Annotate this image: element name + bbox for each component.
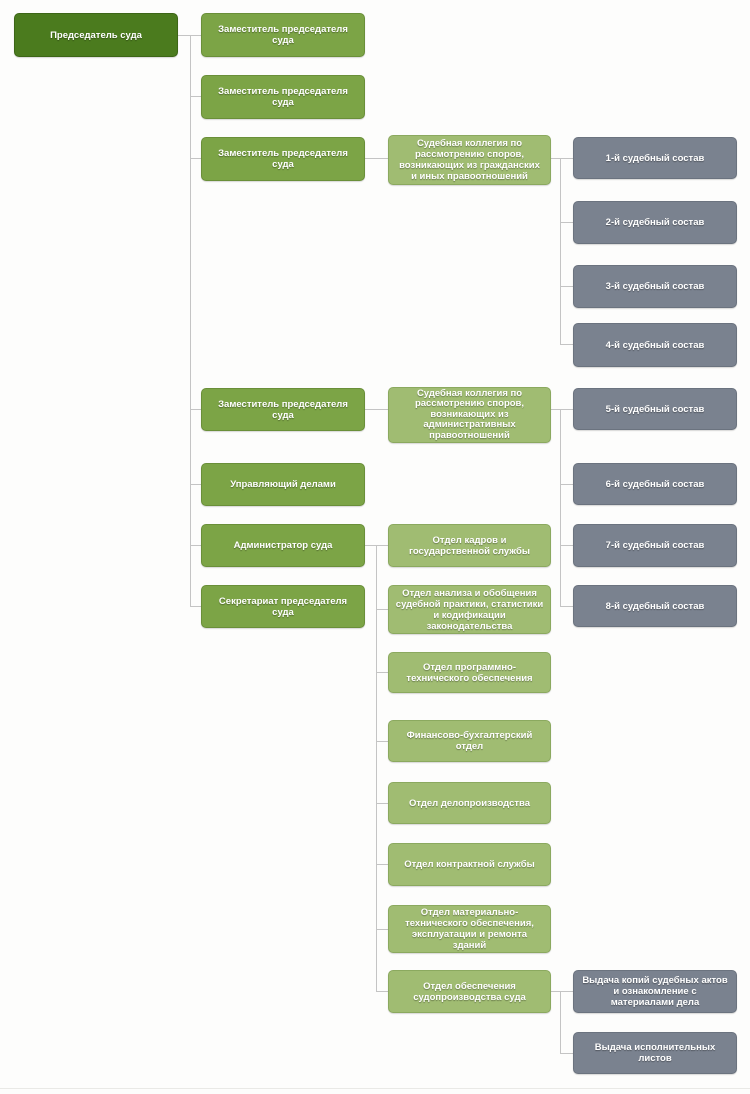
node-panel-7: 7-й судебный состав bbox=[573, 524, 737, 567]
connector-line bbox=[190, 158, 201, 159]
node-secretariat: Секретариат председателя суда bbox=[201, 585, 365, 628]
node-case-manager: Управляющий делами bbox=[201, 463, 365, 506]
node-panel-4: 4-й судебный состав bbox=[573, 323, 737, 367]
connector-line bbox=[376, 741, 388, 742]
connector-line bbox=[365, 158, 388, 159]
node-panel-6: 6-й судебный состав bbox=[573, 463, 737, 505]
connector-line bbox=[376, 929, 388, 930]
node-deputy-1: Заместитель председателя суда bbox=[201, 13, 365, 57]
node-deputy-4: Заместитель председателя суда bbox=[201, 388, 365, 431]
connector-line bbox=[560, 409, 561, 606]
connector-line bbox=[560, 344, 573, 345]
node-chairman: Председатель суда bbox=[14, 13, 178, 57]
connector-line bbox=[190, 484, 201, 485]
connector-line bbox=[560, 545, 573, 546]
node-dept-finance: Финансово-бухгалтерский отдел bbox=[388, 720, 551, 762]
connector-line bbox=[376, 803, 388, 804]
connector-line bbox=[190, 35, 191, 607]
connector-line bbox=[560, 286, 573, 287]
connector-line bbox=[551, 158, 573, 159]
connector-line bbox=[560, 222, 573, 223]
node-dept-records: Отдел делопроизводства bbox=[388, 782, 551, 824]
connector-line bbox=[560, 158, 561, 345]
connector-line bbox=[551, 409, 573, 410]
connector-line bbox=[376, 545, 377, 992]
connector-line bbox=[190, 96, 201, 97]
node-dept-contracts: Отдел контрактной службы bbox=[388, 843, 551, 886]
node-dept-hr: Отдел кадров и государственной службы bbox=[388, 524, 551, 567]
node-civil-collegium: Судебная коллегия по рассмотрению споров, возникающих из гражданских и иных правоотношений bbox=[388, 135, 551, 185]
node-dept-analysis: Отдел анализа и обобщения судебной практики, статистики и кодификации законодательства bbox=[388, 585, 551, 634]
connector-line bbox=[551, 991, 573, 992]
connector-line bbox=[560, 484, 573, 485]
connector-line bbox=[190, 606, 201, 607]
node-court-administrator: Администратор суда bbox=[201, 524, 365, 567]
node-panel-8: 8-й судебный состав bbox=[573, 585, 737, 627]
connector-line bbox=[560, 606, 573, 607]
node-service-copies: Выдача копий судебных актов и ознакомление с материалами дела bbox=[573, 970, 737, 1013]
node-panel-1: 1-й судебный состав bbox=[573, 137, 737, 179]
connector-line bbox=[190, 409, 201, 410]
node-dept-logistics: Отдел материально-технического обеспечения, эксплуатации и ремонта зданий bbox=[388, 905, 551, 953]
connector-line bbox=[190, 545, 201, 546]
node-panel-5: 5-й судебный состав bbox=[573, 388, 737, 430]
connector-line bbox=[376, 991, 388, 992]
node-dept-proceedings: Отдел обеспечения судопроизводства суда bbox=[388, 970, 551, 1013]
connector-line bbox=[376, 609, 388, 610]
node-deputy-3: Заместитель председателя суда bbox=[201, 137, 365, 181]
connector-line bbox=[560, 991, 561, 1053]
connector-line bbox=[376, 672, 388, 673]
node-service-writs: Выдача исполнительных листов bbox=[573, 1032, 737, 1074]
connector-line bbox=[376, 864, 388, 865]
page-bottom-divider bbox=[0, 1088, 750, 1089]
node-panel-3: 3-й судебный состав bbox=[573, 265, 737, 308]
connector-line bbox=[365, 409, 388, 410]
node-dept-it: Отдел программно-технического обеспечения bbox=[388, 652, 551, 693]
node-administrative-collegium: Судебная коллегия по рассмотрению споров, возникающих из административных правоотношений bbox=[388, 387, 551, 443]
node-panel-2: 2-й судебный состав bbox=[573, 201, 737, 244]
node-deputy-2: Заместитель председателя суда bbox=[201, 75, 365, 119]
connector-line bbox=[560, 1053, 573, 1054]
